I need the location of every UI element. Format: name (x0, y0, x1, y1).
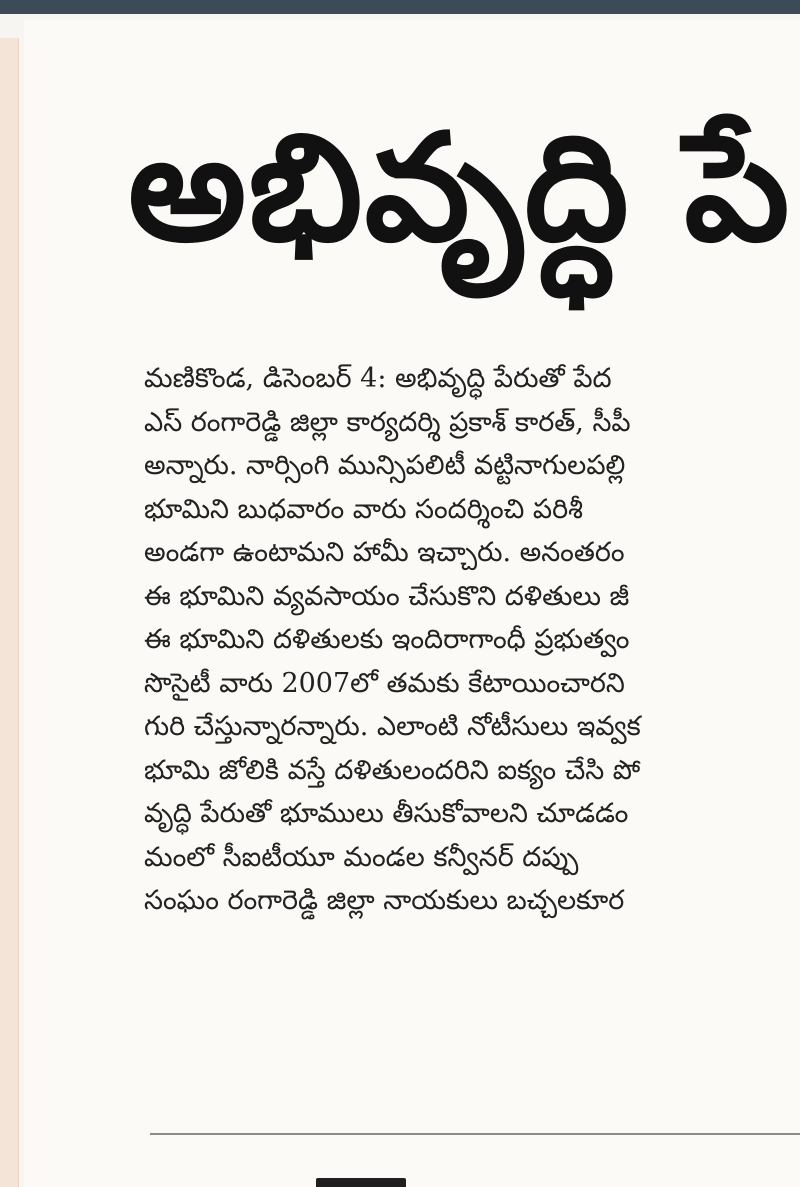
article-body (144, 357, 800, 923)
section-divider (150, 1133, 800, 1135)
body-line: మంలో సీఐటీయూ మండల కన్వీనర్ దప్పు (144, 841, 579, 873)
adjacent-column-edge (0, 38, 19, 1187)
body-line: అండగా ఉంటామని హామీ ఇచ్చారు. అనంతరం (144, 537, 625, 568)
body-line: గురి చేస్తున్నారన్నారు. ఎలాంటి నోటీసులు ఇవ్వక (144, 711, 641, 742)
top-border-bar (0, 0, 800, 14)
body-line: వృద్ధి పేరుతో భూములు తీసుకోవాలని చూడడం (144, 798, 629, 829)
body-line: భూమిని బుధవారం వారు సందర్శించి పరిశీ (144, 493, 583, 525)
next-article-headline-fragment (316, 1178, 406, 1187)
article-headline: అభివృద్ధి పే (128, 100, 792, 274)
body-line: ఈ భూమిని వ్యవసాయం చేసుకొని దళితులు జీ (144, 580, 630, 612)
body-line: భూమి జోలికి వస్తే దళితులందరిని ఐక్యం చేసి పో (144, 754, 641, 786)
body-line: అన్నారు. నార్సింగి మున్సిపలిటీ వట్టినాగులపల్లి (144, 450, 626, 481)
body-line: మణికొండ, డిసెంబర్ 4: అభివృద్ధి పేరుతో పేద (144, 363, 612, 394)
body-line: ఈ భూమిని దళితులకు ఇందిరాగాంధీ ప్రభుత్వం (144, 624, 630, 655)
body-line: ఎస్ రంగారెడ్డి జిల్లా కార్యదర్శి ప్రకాశ్ కారత్, సీపీ (144, 406, 631, 438)
body-line: సొసైటీ వారు 2007లో తమకు కేటాయించారని (144, 667, 625, 699)
body-line: సంఘం రంగారెడ్డి జిల్లా నాయకులు బచ్చలకూర (144, 885, 625, 916)
